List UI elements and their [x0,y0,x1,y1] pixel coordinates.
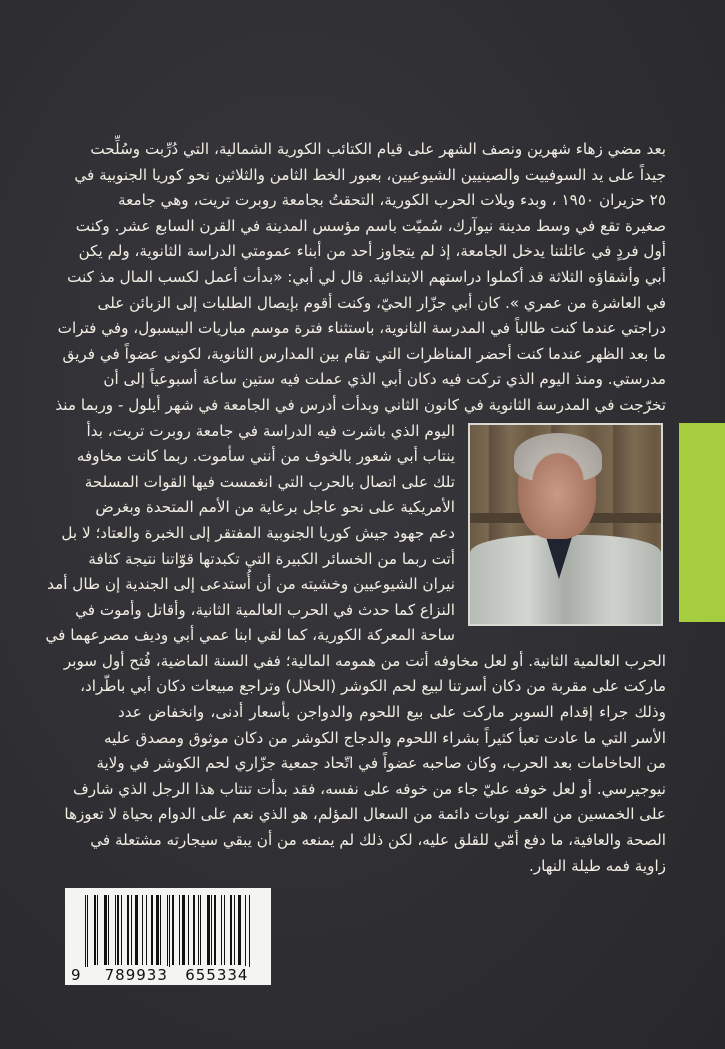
blurb-line: أول فردٍ في عائلتنا يدخل الجامعة، إذ لم يتجاوز أحد من أبناء عمومتي الدراسة الثانوية، ولم يكن [78,242,666,261]
barcode-bar [188,895,189,965]
blurb-line: ماركت على مقربة من دكان أسرتنا لبيع لحم الكوشر (الحلال) وتراجع مبيعات دكان أبي باطّراد، [80,677,666,696]
barcode-bar [207,895,210,965]
barcode-bar [177,895,178,965]
barcode-bar [127,895,129,965]
barcode-bar [198,895,199,965]
accent-strip [679,423,725,622]
blurb-line: ٢٥ حزيران ١٩٥٠ ، وبدء ويلات الحرب الكورية، التحقتُ بجامعة روبرت تريت، وهي جامعة [118,191,666,210]
barcode-right-digits: 655334 [185,966,249,984]
blurb-line: ما بعد الظهر عندما كنت أحضر المناظرات التي تقام بين المدارس الثانوية، لكوني عضواً في فريق [62,344,666,363]
blurb-line: الحرب العالمية الثانية. أو لعل مخاوفه أتت من همومه المالية؛ ففي السنة الماضية، فُتح أول سوبر [63,651,666,670]
barcode-prefix: 9 [71,966,82,984]
barcode-bar [179,895,180,965]
barcode-bar [219,895,220,965]
blurb-line: ساحة المعركة الكورية، كما لقي ابنا عمي أبي وديف مصرعهما في [45,626,455,645]
barcode-bar [131,895,132,965]
blurb-line: نيوجيرسي. أو لعل خوفه عليّ جاء من خوفه على نفسه، فقد بدأت تنتاب هذا الرجل الذي شارف [72,779,666,798]
blurb-line: بعد مضي زهاء شهرين ونصف الشهر على قيام الكتائب الكورية الشمالية، التي دُرِّبت وسُلِّحت [90,140,666,158]
barcode-bar [228,895,229,965]
barcode-bar [151,895,153,965]
barcode-bar [156,895,159,965]
barcode-bar [172,895,174,965]
barcode-bar [160,895,161,965]
isbn-barcode [65,888,271,985]
barcode-bar [94,895,96,965]
blurb-line: نيران الشيوعيين وخشيته من أن أُستدعى إلى الجندية إن طال أمد [47,575,455,594]
author-photo [468,423,663,626]
blurb-line: من الحاخامات بعد الحرب، وكان صاحبه عضواً في اتّحاد جمعية جزّاري لحم الكوشر في ولاية [96,754,666,773]
barcode-bar [193,895,195,965]
blurb-line: وذلك جراء إقدام السوبر ماركت على بيع اللحوم والدواجن بأسعار أدنى، وانخفاض عدد [118,703,666,722]
barcode-bar [190,895,191,965]
blurb-line: مدرستي. ومنذ اليوم الذي تركت فيه دكان أبي الذي عملت فيه ستين ساعة أسبوعياً إلى أن [103,370,666,389]
barcode-bar [121,895,122,965]
blurb-line: دراجتي عندما كنت طالباً في المدرسة الثانوية، باستثناء فترة موسم مباريات البيسبول، وفي فترات [57,319,666,338]
blurb-line: تخرّجت في المدرسة الثانوية في كانون الثاني وبدأت أدرس في الجامعة في شهر أيلول - وربما منذ [55,395,666,414]
barcode-bar [200,895,201,965]
barcode-bars [85,895,267,973]
barcode-bar [203,895,204,965]
blurb-line: دعم جهود جيش كوريا الجنوبية المفتقر إلى الخبرة والعتاد؛ لا بل [61,523,455,542]
blurb-line: صغيرة تقع في وسط مدينة نيوآرك، سُميّت باسم مؤسس المدينة في القرن السابع عشر. وكنت [75,216,666,235]
barcode-bar [221,895,222,965]
barcode-bar [148,895,149,965]
barcode-bar [146,895,147,965]
barcode-number [69,967,250,983]
blurb-line: اليوم الذي باشرت فيه الدراسة في جامعة روبرت تريت، بدأ [86,421,455,440]
blurb-line: زاوية فمه طيلة النهار. [529,856,666,875]
barcode-bar [238,895,241,965]
blurb-line: على الخمسين من العمر نوبات دائمة من السعال المؤلم، هو الذي نعم على الدوام بحياة لا تعوزها [64,805,666,824]
blurb-line: الصحة والعافية، ما دفع أمّي للقلق عليه، لكن ذلك لم يمنعه من أن يبقي سيجارته مشتعلة في [90,831,666,850]
barcode-bar [214,895,216,965]
barcode-bar [117,895,119,965]
blurb-line: الأسر التي ما عادت تعبأ كثيراً بشراء اللحوم والدجاج الكوشر من دكان موثوق ومصدق عليه [103,728,666,747]
barcode-bar [182,895,185,965]
blurb-line: ينتاب أبي شعور بالخوف من أنني سأموت. ربما كانت مخاوفه [76,447,455,466]
barcode-bar [234,895,235,965]
blurb-line: أتت ربما من الخسائر الكبيرة التي تكبدتها قوّاتنا نتيجة كثافة [88,549,455,568]
barcode-bar [108,895,109,965]
blurb-line: في العاشرة من عمري ». كان أبي جزّار الحيّ، وكنت أقوم بإيصال الطلبات إلى الزبائن على [97,293,666,312]
barcode-bar [135,895,138,965]
blurb-line: النزاع كما حدث في الحرب العالمية الثانية، وأقاتل وأموت في [75,600,455,619]
barcode-bar [211,895,212,965]
hair [514,433,602,481]
barcode-bar [230,895,232,965]
blurb-line: أبي وأشقاؤه الثلاثة قد أكملوا دراستهم الابتدائية. قال لي أبي: «بدأت أعمل لكسب المال مذ كنت [67,267,666,286]
barcode-bar [100,895,101,965]
barcode-bar [125,895,126,965]
barcode-bar [142,895,143,965]
barcode-bar [139,895,140,965]
barcode-bar [97,895,98,965]
blurb-line: تلك على اتصال بالحرب التي انغمست فيها القوات المسلحة [84,472,455,491]
barcode-bar [104,895,107,965]
barcode-bar [115,895,116,965]
blurb-line: جيداً على يد السوفييت والصينيين الشيوعيين، بعبور الخط الثامن والثلاثين نحو كوريا الجنوبية في [74,165,666,184]
blurb-line: الأمريكية على نحو عاجل برعاية من الأمم المتحدة وبغرض [95,498,455,517]
barcode-left-digits: 789933 [104,966,168,984]
barcode-bar [111,895,112,965]
barcode-bar [224,895,225,965]
